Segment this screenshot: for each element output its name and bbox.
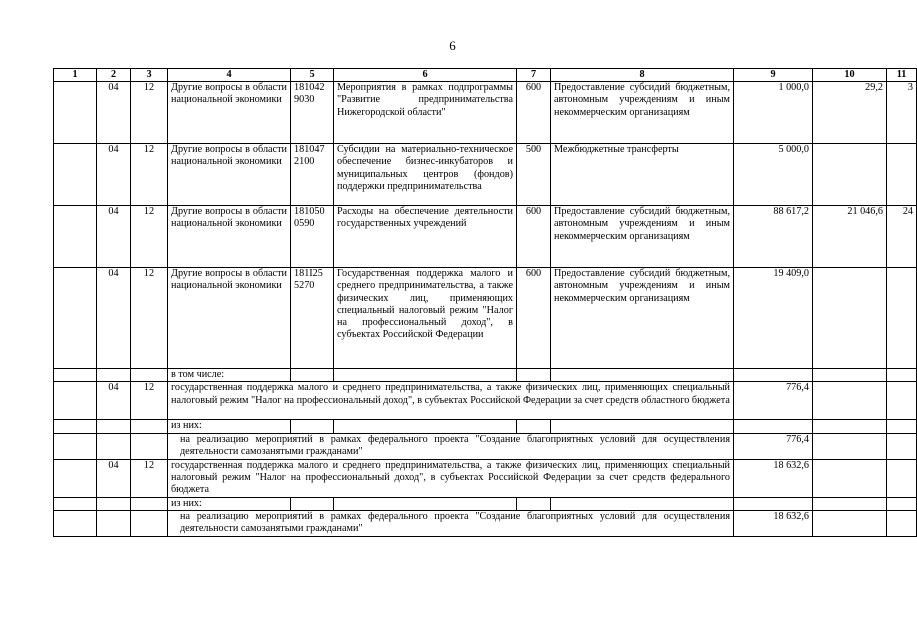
header-cell: 10 <box>813 69 887 82</box>
header-cell: 6 <box>334 69 517 82</box>
header-cell: 5 <box>291 69 334 82</box>
cell-target-name <box>334 497 517 510</box>
cell-subsection <box>131 497 168 510</box>
cell-expense-name: Предоставление субсидий бюджетным, автономным учреждениям и иным некоммерческим организациям <box>551 268 734 369</box>
cell-target-code: 181I25 5270 <box>291 268 334 369</box>
cell-percent: 24 <box>887 206 917 268</box>
table-row-of-which <box>54 497 917 510</box>
cell-target-name <box>334 420 517 433</box>
cell-plan-amount: 5 000,0 <box>734 144 813 206</box>
table-row <box>54 82 917 144</box>
cell-target-code: 181050 0590 <box>291 206 334 268</box>
cell-actual-amount <box>813 433 887 459</box>
cell-description: на реализацию мероприятий в рамках федерального проекта "Создание благоприятных условий для осуществления деятельности самозанятыми гражданами" <box>168 433 734 459</box>
cell-col1 <box>54 369 97 382</box>
cell-col1 <box>54 382 97 420</box>
cell-actual-amount <box>813 268 887 369</box>
header-cell: 4 <box>168 69 291 82</box>
cell-expense-name: Предоставление субсидий бюджетным, автономным учреждениям и иным некоммерческим организациям <box>551 82 734 144</box>
cell-expense-code <box>517 497 551 510</box>
cell-percent <box>887 433 917 459</box>
cell-plan-amount: 19 409,0 <box>734 268 813 369</box>
cell-description: государственная поддержка малого и среднего предпринимательства, а также физических лиц, применяющих специальный налоговый режим "Налог на профессиональный доход", в субъектах Российской Федерации за счет средств областного бюджета <box>168 382 734 420</box>
cell-subsection: 12 <box>131 382 168 420</box>
page-number: 6 <box>449 38 456 53</box>
header-cell: 1 <box>54 69 97 82</box>
cell-subsection <box>131 420 168 433</box>
cell-col1 <box>54 420 97 433</box>
cell-subsection: 12 <box>131 144 168 206</box>
cell-plan-amount: 776,4 <box>734 433 813 459</box>
cell-target-code <box>291 497 334 510</box>
cell-plan-amount <box>734 497 813 510</box>
cell-section <box>97 369 131 382</box>
cell-target-code: 181042 9030 <box>291 82 334 144</box>
cell-actual-amount: 21 046,6 <box>813 206 887 268</box>
cell-percent: 3 <box>887 82 917 144</box>
header-cell: 3 <box>131 69 168 82</box>
cell-plan-amount: 88 617,2 <box>734 206 813 268</box>
table-row-in-total <box>54 369 917 382</box>
cell-col1 <box>54 268 97 369</box>
cell-percent <box>887 382 917 420</box>
cell-section: 04 <box>97 206 131 268</box>
cell-actual-amount <box>813 369 887 382</box>
cell-col1 <box>54 510 97 536</box>
cell-expense-code <box>517 369 551 382</box>
table-row <box>54 268 917 369</box>
cell-plan-amount: 776,4 <box>734 382 813 420</box>
cell-expense-name: Предоставление субсидий бюджетным, автономным учреждениям и иным некоммерческим организациям <box>551 206 734 268</box>
cell-subsection: 12 <box>131 206 168 268</box>
cell-plan-amount: 18 632,6 <box>734 459 813 497</box>
header-cell: 9 <box>734 69 813 82</box>
cell-plan-amount <box>734 369 813 382</box>
cell-section <box>97 510 131 536</box>
header-cell: 8 <box>551 69 734 82</box>
table-row <box>54 382 917 420</box>
cell-plan-amount <box>734 420 813 433</box>
of-which-label: из них: <box>168 420 291 433</box>
cell-subsection: 12 <box>131 82 168 144</box>
cell-target-name: Расходы на обеспечение деятельности государственных учреждений <box>334 206 517 268</box>
cell-section: 04 <box>97 268 131 369</box>
cell-subsection: 12 <box>131 459 168 497</box>
cell-actual-amount <box>813 420 887 433</box>
table-row <box>54 206 917 268</box>
cell-percent <box>887 510 917 536</box>
cell-target-name: Субсидии на материально-техническое обеспечение бизнес-инкубаторов и муниципальных центров (фондов) поддержки предпринимательства <box>334 144 517 206</box>
cell-section-name: Другие вопросы в области национальной экономики <box>168 82 291 144</box>
cell-target-code: 181047 2100 <box>291 144 334 206</box>
cell-section-name: Другие вопросы в области национальной экономики <box>168 268 291 369</box>
cell-subsection <box>131 369 168 382</box>
cell-plan-amount: 1 000,0 <box>734 82 813 144</box>
cell-col1 <box>54 206 97 268</box>
cell-col1 <box>54 144 97 206</box>
cell-expense-name <box>551 420 734 433</box>
in-total-label: в том числе: <box>168 369 291 382</box>
cell-plan-amount: 18 632,6 <box>734 510 813 536</box>
header-cell: 7 <box>517 69 551 82</box>
cell-actual-amount <box>813 459 887 497</box>
cell-section: 04 <box>97 82 131 144</box>
cell-target-code <box>291 369 334 382</box>
cell-percent <box>887 369 917 382</box>
cell-expense-code: 600 <box>517 82 551 144</box>
cell-col1 <box>54 497 97 510</box>
cell-section <box>97 497 131 510</box>
cell-section: 04 <box>97 382 131 420</box>
cell-section: 04 <box>97 459 131 497</box>
cell-actual-amount: 29,2 <box>813 82 887 144</box>
cell-target-name: Государственная поддержка малого и среднего предпринимательства, а также физических лиц, применяющих специальный налоговый режим "Налог на профессиональный доход", в субъектах Российской Федерации <box>334 268 517 369</box>
cell-section-name: Другие вопросы в области национальной экономики <box>168 206 291 268</box>
cell-target-code <box>291 420 334 433</box>
cell-subsection <box>131 510 168 536</box>
table-header-row <box>54 69 917 82</box>
cell-col1 <box>54 459 97 497</box>
cell-subsection: 12 <box>131 268 168 369</box>
cell-expense-code: 600 <box>517 206 551 268</box>
cell-target-name: Мероприятия в рамках подпрограммы "Развитие предпринимательства Нижегородской области" <box>334 82 517 144</box>
cell-section <box>97 420 131 433</box>
cell-description: государственная поддержка малого и среднего предпринимательства, а также физических лиц, применяющих специальный налоговый режим "Налог на профессиональный доход", в субъектах Российской Федерации за счет средств федерального бюджета <box>168 459 734 497</box>
cell-subsection <box>131 433 168 459</box>
cell-actual-amount <box>813 497 887 510</box>
cell-description: на реализацию мероприятий в рамках федерального проекта "Создание благоприятных условий для осуществления деятельности самозанятыми гражданами" <box>168 510 734 536</box>
cell-expense-code <box>517 420 551 433</box>
cell-section: 04 <box>97 144 131 206</box>
cell-expense-name: Межбюджетные трансферты <box>551 144 734 206</box>
budget-table <box>53 68 917 537</box>
table-row <box>54 459 917 497</box>
header-cell: 11 <box>887 69 917 82</box>
cell-expense-name <box>551 369 734 382</box>
cell-percent <box>887 268 917 369</box>
cell-actual-amount <box>813 382 887 420</box>
cell-actual-amount <box>813 510 887 536</box>
cell-target-name <box>334 369 517 382</box>
cell-expense-code: 600 <box>517 268 551 369</box>
cell-percent <box>887 144 917 206</box>
cell-expense-code: 500 <box>517 144 551 206</box>
cell-section <box>97 433 131 459</box>
header-cell: 2 <box>97 69 131 82</box>
cell-col1 <box>54 433 97 459</box>
table-row <box>54 144 917 206</box>
cell-actual-amount <box>813 144 887 206</box>
cell-percent <box>887 497 917 510</box>
cell-percent <box>887 459 917 497</box>
cell-section-name: Другие вопросы в области национальной экономики <box>168 144 291 206</box>
cell-col1 <box>54 82 97 144</box>
cell-percent <box>887 420 917 433</box>
table-row-of-which <box>54 420 917 433</box>
of-which-label: из них: <box>168 497 291 510</box>
cell-expense-name <box>551 497 734 510</box>
table-row <box>54 433 917 459</box>
table-row <box>54 510 917 536</box>
